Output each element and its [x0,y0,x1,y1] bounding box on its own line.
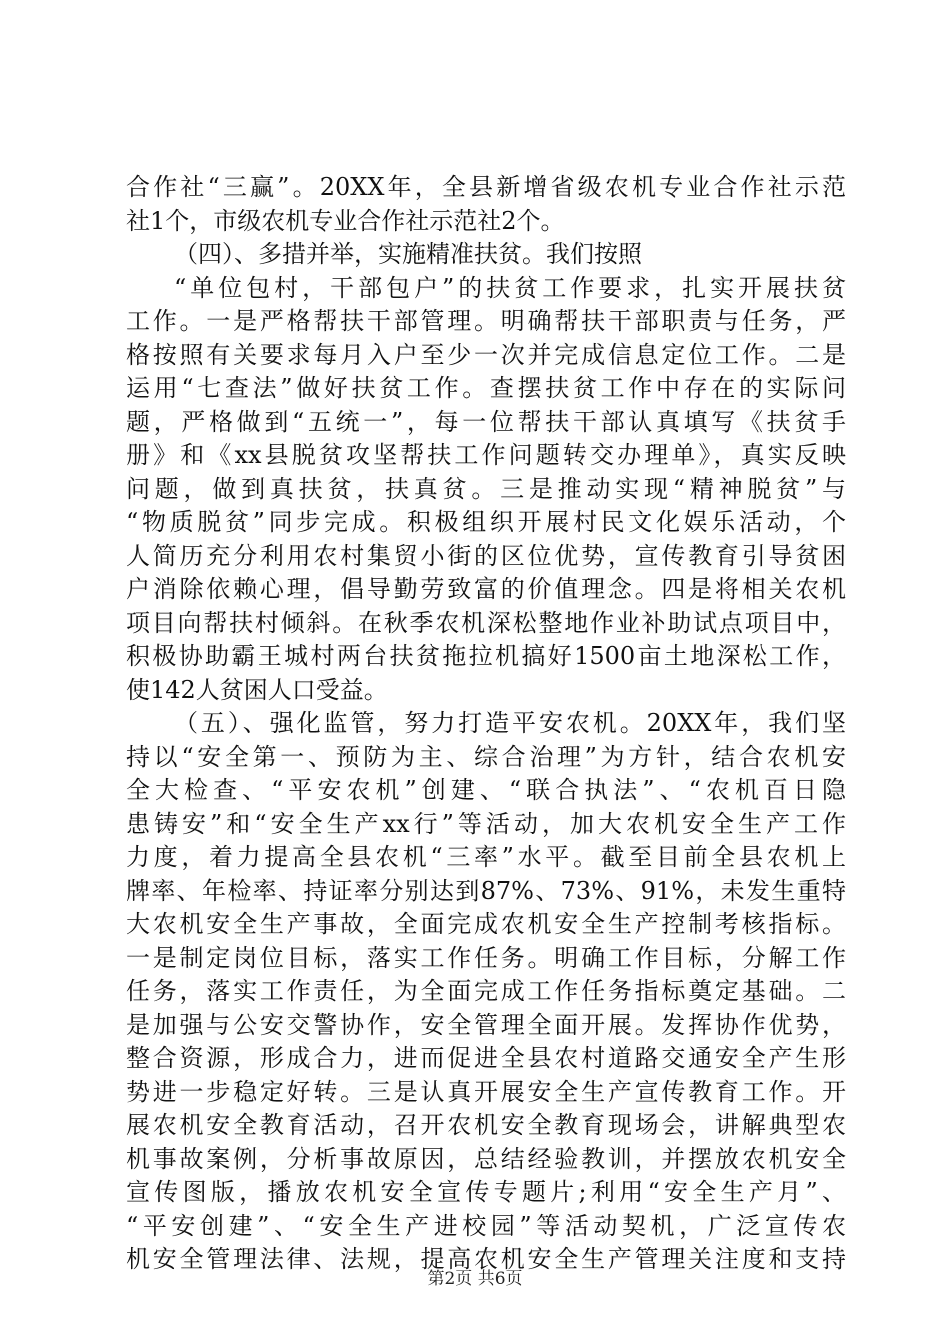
text-line: 合作社“三赢”。20XX年，全县新增省级农机专业合作社示范 [126,173,846,201]
document-body [126,171,846,1277]
text-line: 机安全管理法律、法规，提高农机安全生产管理关注度和支持 [126,1245,846,1273]
text-line: 是加强与公安交警协作，安全管理全面开展。发挥协作优势， [126,1010,846,1039]
text-line: 力度，着力提高全县农机“三率”水平。截至目前全县农机上 [126,843,846,871]
text-line: 人简历充分利用农村集贸小街的区位优势，宣传教育引导贫困 [126,541,846,570]
text-line: （五）、强化监管，努力打造平安农机。20XX年，我们坚 [174,709,846,737]
text-line: “物质脱贫”同步完成。积极组织开展村民文化娱乐活动，个 [126,508,846,536]
text-line: 使142人贫困人口受益。 [126,675,388,704]
text-line: （四）、多措并举，实施精准扶贫。我们按照 [174,240,642,268]
text-line: 册》和《xx县脱贫攻坚帮扶工作问题转交办理单》，真实反映 [126,441,846,469]
text-line: 格按照有关要求每月入户至少一次并完成信息定位工作。二是 [126,340,846,369]
text-line: 工作。一是严格帮扶干部管理。明确帮扶干部职责与任务，严 [126,307,846,335]
text-line: “平安创建”、“安全生产进校园”等活动契机，广泛宣传农 [126,1211,846,1240]
text-line: 题，严格做到“五统一”，每一位帮扶干部认真填写《扶贫手 [126,407,846,436]
text-line: “单位包村，干部包户”的扶贫工作要求，扎实开展扶贫 [174,273,846,302]
text-line: 牌率、年检率、持证率分别达到87%、73%、91%，未发生重特 [126,876,846,905]
text-line: 宣传图版，播放农机安全宣传专题片;利用“安全生产月”、 [126,1178,846,1206]
page-footer: 第2页 共6页 [427,1269,523,1289]
text-line: 运用“七查法”做好扶贫工作。查摆扶贫工作中存在的实际问 [126,374,846,402]
text-line: 项目向帮扶村倾斜。在秋季农机深松整地作业补助试点项目中， [126,608,846,637]
text-line: 整合资源，形成合力，进而促进全县农村道路交通安全产生形 [126,1044,846,1072]
text-line: 大农机安全生产事故，全面完成农机安全生产控制考核指标。 [126,910,846,938]
text-line: 势进一步稳定好转。三是认真开展安全生产宣传教育工作。开 [126,1077,846,1106]
text-line: 积极协助霸王城村两台扶贫拖拉机搞好1500亩土地深松工作， [126,642,846,670]
text-line: 社1个，市级农机专业合作社示范社2个。 [126,206,565,235]
text-line: 持以“安全第一、预防为主、综合治理”为方针，结合农机安 [126,742,846,771]
text-line: 全大检查、“平安农机”创建、“联合执法”、“农机百日隐 [126,776,846,804]
text-line: 户消除依赖心理，倡导勤劳致富的价值理念。四是将相关农机 [126,575,846,603]
text-line: 任务，落实工作责任，为全面完成工作任务指标奠定基础。二 [126,977,846,1005]
text-line: 问题，做到真扶贫，扶真贫。三是推动实现“精神脱贫”与 [126,474,846,503]
text-line: 一是制定岗位目标，落实工作任务。明确工作目标，分解工作 [126,943,846,972]
text-line: 展农机安全教育活动，召开农机安全教育现场会，讲解典型农 [126,1111,846,1139]
text-line: 机事故案例，分析事故原因，总结经验教训，并摆放农机安全 [126,1144,846,1173]
text-line: 患铸安”和“安全生产xx行”等活动，加大农机安全生产工作 [126,809,846,838]
